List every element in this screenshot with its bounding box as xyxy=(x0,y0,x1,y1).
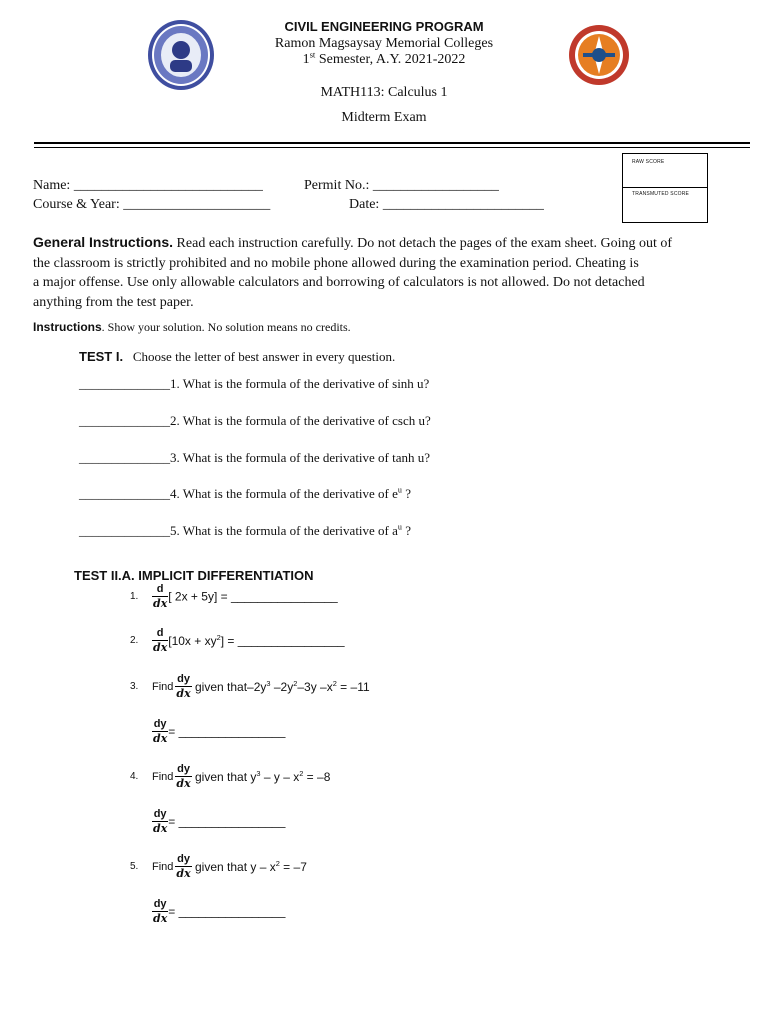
test2-question-2: 2. $\frac{d}{dx}$ $[10x + xy^2]$ = ________________ xyxy=(130,627,345,654)
dy-dx-fraction: $\frac{dy}{dx}$ xyxy=(153,808,168,835)
test1-question-3: ______________3. What is the formula of the derivative of tanh u? xyxy=(79,450,431,465)
test2-answer-4: $\frac{dy}{dx}$ = ________________ xyxy=(153,808,286,835)
general-instructions: General Instructions. Read each instruction carefully. Do not detach the pages of the exam sheet. Going out of the classroom is strictly prohibited and no mobile phone allowed during the examination period. Cheating is a major offense. Use only allowable calculators and borrowing of calculators is not allowed. Do not detached anything from the test paper. xyxy=(33,234,673,310)
instructions-label: Instructions xyxy=(33,320,102,334)
header-divider-top xyxy=(34,142,750,144)
raw-score-label: RAW SCORE xyxy=(632,159,665,165)
test2-question-1: 1. $\frac{d}{dx}$ [ 2x + 5y] = ________________ xyxy=(130,583,338,610)
test1-question-4: ______________4. What is the formula of the derivative of $e^u$ ? xyxy=(79,485,411,501)
dy-dx-fraction: $\frac{dy}{dx}$ xyxy=(176,673,191,700)
answer-blank[interactable]: ________________ xyxy=(178,724,286,739)
college-seal-logo xyxy=(146,18,216,92)
answer-blank[interactable]: ______________ xyxy=(79,413,170,428)
answer-blank[interactable]: ________________ xyxy=(178,904,286,919)
dy-dx-fraction: $\frac{dy}{dx}$ xyxy=(176,763,191,790)
test2-answer-3: $\frac{dy}{dx}$ = ________________ xyxy=(153,718,286,745)
test1-label: TEST I. xyxy=(79,349,124,364)
test2-question-3: 3. Find $\frac{dy}{dx}$ given that–$2y^3$ $-2y^2-3y$ $-x^2 = -11$ xyxy=(130,673,370,700)
answer-blank[interactable]: ________________ xyxy=(178,814,286,829)
test1-question-5: ______________5. What is the formula of the derivative of $a^u$ ? xyxy=(79,522,411,538)
answer-blank[interactable]: ______________ xyxy=(79,486,170,501)
course-code: MATH113: Calculus 1 xyxy=(320,85,448,100)
exam-title: Midterm Exam xyxy=(341,110,427,125)
course-year-field[interactable]: Course & Year: _____________________ xyxy=(33,197,271,212)
name-field[interactable]: Name: ___________________________ xyxy=(33,178,263,193)
dy-dx-fraction: $\frac{dy}{dx}$ xyxy=(153,718,168,745)
test2-heading: TEST II.A. IMPLICIT DIFFERENTIATION xyxy=(74,568,314,583)
test2-question-4: 4. Find $\frac{dy}{dx}$ given that $y^3 - y - x^2 = -8$ xyxy=(130,763,331,790)
semester-line: 1st Semester, A.Y. 2021-2022 xyxy=(302,49,466,67)
d-dx-fraction: $\frac{d}{dx}$ xyxy=(153,583,168,610)
instructions-line: Instructions. Show your solution. No solution means no credits. xyxy=(33,320,351,334)
raw-score-cell xyxy=(623,154,707,188)
answer-blank[interactable]: ______________ xyxy=(79,450,170,465)
answer-blank[interactable]: ________________ xyxy=(230,589,338,604)
answer-blank[interactable]: ______________ xyxy=(79,376,170,391)
transmuted-score-label: TRANSMUTED SCORE xyxy=(632,191,690,197)
engineering-program-seal-logo xyxy=(568,24,630,86)
college-name: Ramon Magsaysay Memorial Colleges xyxy=(274,36,494,51)
dy-dx-fraction: $\frac{dy}{dx}$ xyxy=(176,853,191,880)
d-dx-fraction: $\frac{d}{dx}$ xyxy=(153,627,168,654)
date-field[interactable]: Date: _______________________ xyxy=(349,197,544,212)
general-instructions-label: General Instructions. xyxy=(33,234,174,250)
program-title: CIVIL ENGINEERING PROGRAM xyxy=(284,19,484,34)
answer-blank[interactable]: ________________ xyxy=(237,633,345,648)
test2-answer-5: $\frac{dy}{dx}$ = ________________ xyxy=(153,898,286,925)
dy-dx-fraction: $\frac{dy}{dx}$ xyxy=(153,898,168,925)
test1-heading: TEST I. Choose the letter of best answer in every question. xyxy=(79,349,396,364)
answer-blank[interactable]: ______________ xyxy=(79,523,170,538)
header-divider-bottom xyxy=(34,147,750,148)
score-box xyxy=(622,153,708,223)
permit-field[interactable]: Permit No.: __________________ xyxy=(304,178,499,193)
test1-question-1: ______________1. What is the formula of the derivative of sinh u? xyxy=(79,376,430,391)
test2-question-5: 5. Find $\frac{dy}{dx}$ given that $y - x^2 = -7$ xyxy=(130,853,307,880)
test1-question-2: ______________2. What is the formula of the derivative of csch u? xyxy=(79,413,431,428)
